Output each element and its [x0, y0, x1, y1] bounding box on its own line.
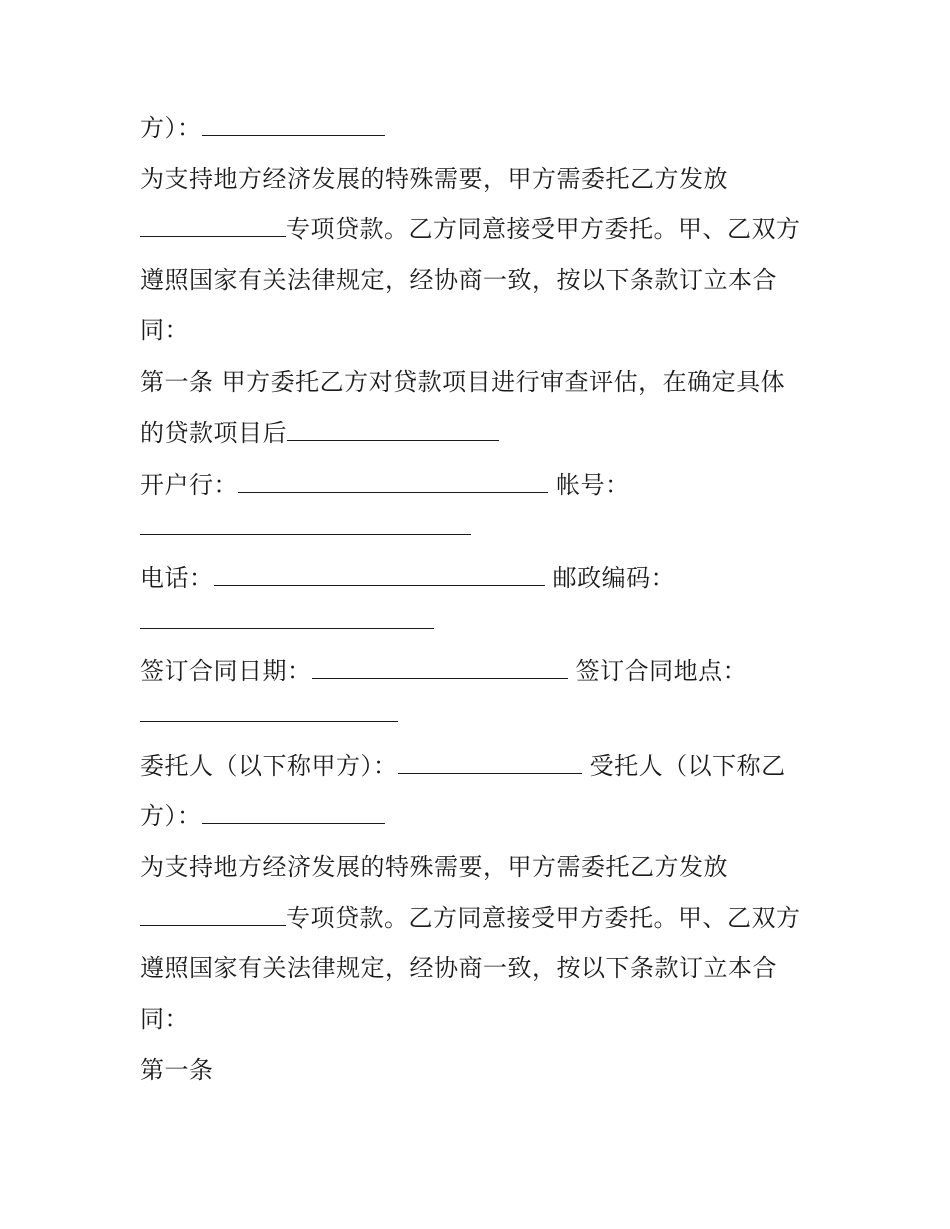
field-label: 帐号：: [556, 471, 630, 499]
account-blank[interactable]: [140, 512, 471, 535]
contract-line-postcode: [140, 606, 434, 636]
field-label: 委托人（以下称甲方）：: [140, 752, 398, 780]
line-text: 遵照国家有关法律规定，经协商一致，按以下条款订立本合: [140, 954, 777, 982]
bank-blank[interactable]: [238, 470, 548, 493]
contract-line-trustee-party-continued: [140, 113, 385, 143]
contract-line-purpose: [140, 852, 728, 882]
contract-line-loan-type: [140, 903, 801, 933]
contract-line-loan-type: [140, 214, 801, 244]
contract-article-one: [140, 367, 785, 397]
sign-place-blank[interactable]: [140, 699, 398, 722]
loan-type-blank[interactable]: [140, 903, 286, 926]
line-text: 的贷款项目后: [140, 419, 287, 447]
line-text: 同：: [140, 1005, 189, 1033]
contract-line-legal-basis: [140, 265, 777, 295]
contract-line-trustee-party: [140, 801, 385, 831]
contract-line-sign-place: [140, 699, 398, 729]
line-text: 专项贷款。乙方同意接受甲方委托。甲、乙双方: [286, 904, 801, 932]
contract-line-loan-project: [140, 418, 499, 448]
field-label: 电话：: [140, 564, 214, 592]
field-label: 受托人（以下称乙: [589, 752, 786, 780]
line-text: 方）：: [140, 802, 202, 830]
contract-line-parties: [140, 751, 786, 781]
line-text: 专项贷款。乙方同意接受甲方委托。甲、乙双方: [286, 215, 801, 243]
trustee-blank[interactable]: [202, 113, 385, 136]
contract-line-legal-basis: [140, 953, 777, 983]
line-text: 第一条: [140, 1056, 214, 1084]
phone-blank[interactable]: [214, 563, 545, 586]
loan-project-blank[interactable]: [287, 418, 499, 441]
line-text: 同：: [140, 316, 189, 344]
field-label: 签订合同地点：: [575, 657, 748, 685]
line-text: 第一条 甲方委托乙方对贷款项目进行审查评估，在确定具体: [140, 368, 786, 396]
sign-date-blank[interactable]: [312, 656, 568, 679]
line-text: 遵照国家有关法律规定，经协商一致，按以下条款订立本合: [140, 266, 777, 294]
field-label: 签订合同日期：: [140, 657, 312, 685]
contract-line-purpose: [140, 164, 728, 194]
line-text: 为支持地方经济发展的特殊需要，甲方需委托乙方发放: [140, 165, 728, 193]
trustee-blank[interactable]: [202, 801, 385, 824]
contract-line-account: [140, 512, 471, 542]
contract-line-end: [140, 315, 189, 345]
contract-line-bank: [140, 470, 630, 500]
contract-line-phone: [140, 563, 675, 593]
contract-line-end: [140, 1004, 189, 1034]
line-text: 方）：: [140, 114, 202, 142]
loan-type-blank[interactable]: [140, 214, 286, 237]
field-label: 开户行：: [140, 471, 238, 499]
contract-article-one-heading: [140, 1055, 214, 1085]
contract-line-sign-date: [140, 656, 747, 686]
principal-blank[interactable]: [398, 751, 582, 774]
field-label: 邮政编码：: [552, 564, 676, 592]
postcode-blank[interactable]: [140, 606, 434, 629]
line-text: 为支持地方经济发展的特殊需要，甲方需委托乙方发放: [140, 853, 728, 881]
